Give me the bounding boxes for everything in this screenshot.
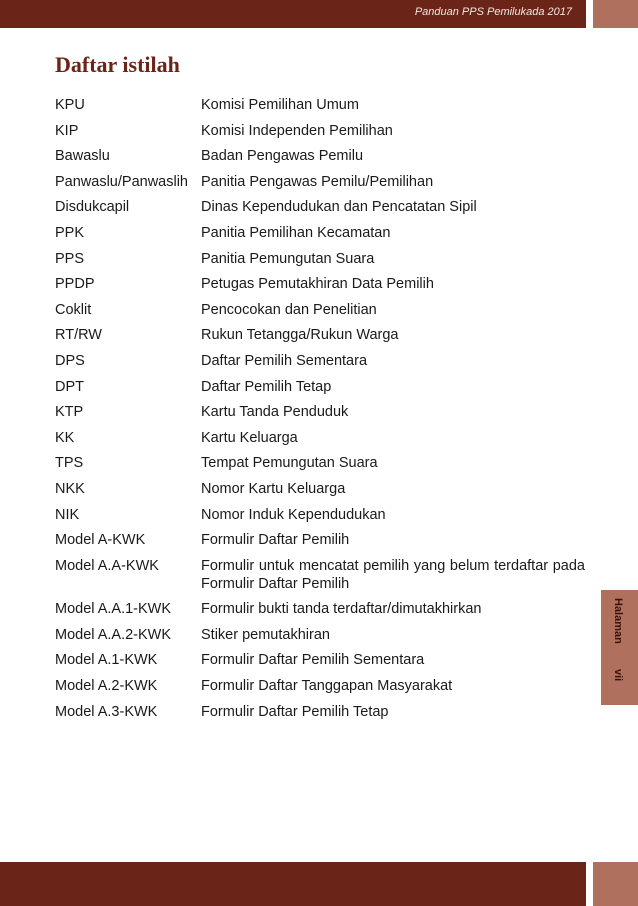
term-definition: Kartu Tanda Penduduk [201, 404, 349, 421]
page-title: Daftar istilah [55, 52, 180, 77]
term-definition: Formulir Daftar Pemilih Sementara [201, 652, 425, 669]
glossary-row [55, 275, 585, 293]
term-definition: Stiker pemutakhiran [201, 626, 330, 643]
footer-corner-block [593, 862, 638, 906]
term-definition: Formulir Daftar Pemilih Tetap [201, 703, 389, 720]
term-abbreviation: Disdukcapil [55, 199, 130, 216]
glossary-row [55, 651, 585, 669]
term-definition: Badan Pengawas Pemilu [201, 148, 364, 165]
term-abbreviation: KK [55, 429, 75, 446]
term-definition: Rukun Tetangga/Rukun Warga [201, 327, 399, 344]
glossary-row [55, 250, 585, 268]
page-number: vii [612, 668, 624, 682]
term-abbreviation: Model A.1-KWK [55, 652, 158, 669]
term-abbreviation: Model A.A.2-KWK [55, 626, 172, 643]
glossary-row [55, 173, 585, 191]
glossary-row [55, 96, 585, 114]
term-abbreviation: Bawaslu [55, 148, 110, 165]
glossary-row [55, 677, 585, 695]
glossary-row [55, 454, 585, 472]
term-definition: Formulir bukti tanda terdaftar/dimutakhirkan [201, 601, 482, 618]
glossary-row [55, 122, 585, 140]
term-definition: Nomor Kartu Keluarga [201, 480, 346, 497]
glossary-row [55, 326, 585, 344]
glossary-row [55, 378, 585, 396]
glossary-row [55, 198, 585, 216]
glossary-row [55, 224, 585, 242]
term-abbreviation: Model A.A-KWK [55, 557, 159, 574]
glossary-row [55, 480, 585, 498]
header-bar [0, 0, 586, 28]
term-abbreviation: NKK [55, 480, 85, 497]
glossary-row [55, 403, 585, 421]
term-abbreviation: TPS [55, 455, 84, 472]
term-definition: Formulir Daftar Tanggapan Masyarakat [201, 678, 453, 695]
running-header: Panduan PPS Pemilukada 2017 [414, 6, 572, 18]
term-abbreviation: KPU [55, 97, 85, 113]
term-abbreviation: Panwaslu/Panwaslih [55, 173, 188, 190]
term-abbreviation: Model A.3-KWK [55, 703, 158, 720]
footer-bar [0, 862, 586, 906]
term-definition: Nomor Induk Kependudukan [201, 506, 386, 523]
term-abbreviation: PPDP [55, 276, 95, 293]
term-abbreviation: KIP [55, 122, 79, 139]
term-abbreviation: NIK [55, 506, 80, 523]
term-abbreviation: PPS [55, 250, 85, 267]
term-definition: Formulir Daftar Pemilih [201, 532, 350, 549]
glossary-row [55, 147, 585, 165]
term-definition: Tempat Pemungutan Suara [201, 455, 378, 472]
glossary-row [55, 506, 585, 524]
page-label: Halaman [612, 598, 624, 644]
glossary-row [55, 352, 585, 370]
glossary-row [55, 301, 585, 319]
glossary-row [55, 429, 585, 447]
glossary-row [55, 626, 585, 644]
page-number-tab [601, 590, 638, 705]
term-definition: Pencocokan dan Penelitian [201, 301, 377, 318]
glossary-row [55, 600, 585, 618]
term-abbreviation: Model A-KWK [55, 532, 146, 549]
term-definition: Dinas Kependudukan dan Pencatatan Sipil [201, 199, 477, 216]
term-abbreviation: KTP [55, 404, 84, 421]
glossary-row [55, 703, 585, 721]
term-definition: Formulir untuk mencatat pemilih yang belum terdaftar pada Formulir Daftar Pemilih [201, 557, 585, 592]
glossary-row [55, 531, 585, 549]
term-definition: Daftar Pemilih Tetap [201, 378, 332, 395]
term-definition: Komisi Independen Pemilihan [201, 122, 393, 139]
glossary-row [55, 557, 585, 593]
term-definition: Komisi Pemilihan Umum [201, 97, 359, 113]
page-number-label [612, 598, 624, 681]
term-definition: Petugas Pemutakhiran Data Pemilih [201, 276, 434, 293]
header-corner-block [593, 0, 638, 28]
term-abbreviation: RT/RW [55, 327, 102, 344]
term-definition: Panitia Pemilihan Kecamatan [201, 224, 391, 241]
term-definition: Panitia Pengawas Pemilu/Pemilihan [201, 173, 434, 190]
term-abbreviation: DPT [55, 378, 84, 395]
term-definition: Daftar Pemilih Sementara [201, 352, 368, 369]
term-abbreviation: Model A.A.1-KWK [55, 601, 172, 618]
term-definition: Kartu Keluarga [201, 429, 298, 446]
term-definition: Panitia Pemungutan Suara [201, 250, 375, 267]
term-abbreviation: Model A.2-KWK [55, 678, 158, 695]
term-abbreviation: Coklit [55, 301, 92, 318]
term-abbreviation: PPK [55, 224, 85, 241]
term-abbreviation: DPS [55, 352, 85, 369]
glossary-list [55, 96, 585, 728]
